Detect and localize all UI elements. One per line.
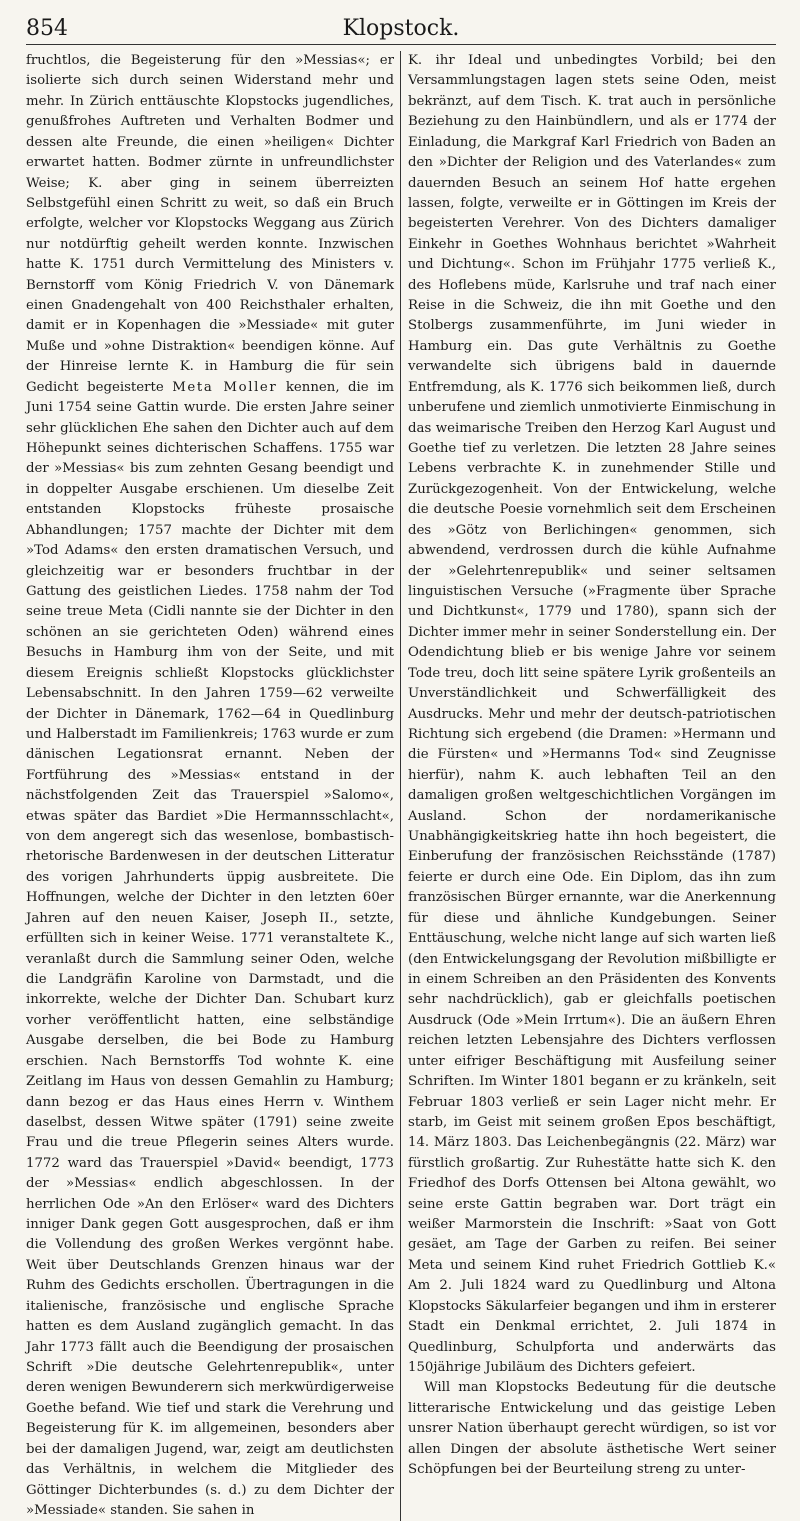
left-paragraph [26,51,394,1521]
right-paragraph-2: Will man Klopstocks Bedeutung für die deutsche litterarische Entwickelung und das geistige Leben unsrer Nation überhaupt gerecht würdigen, so ist vor allen Dingen der absolute ästhetische Wert seiner Schöpfungen bei der Beurteilung streng zu unter- [408,1380,776,1478]
running-title: Klopstock. [342,16,460,41]
left-text-start: fruchtlos, die Begeisterung für den »Messias«; er isolierte sich durch seinen Widerstand mehr und mehr. In Zürich enttäuschte Klopstocks jugendliches, genußfrohes Auftreten und Verhalten Bodmer und dessen alte Freunde, die einen »heiligen« Dichter erwartet hatten. Bodmer zürnte in unfreundlichster Weise; K. aber ging in seinem überreizten Selbstgefühl einen Schritt zu weit, so daß ein Bruch erfolgte, welcher vor Klopstocks Weggang aus Zürich nur notdürftig geheilt werden konnte. Inzwischen hatte K. 1751 durch Vermittelung des Ministers v. Bernstorff vom König Friedrich V. von Dänemark einen Gnadengehalt von 400 Reichsthaler erhalten, damit er in Kopenhagen die »Messiade« mit guter Muße und »ohne Distraktion« beendigen könne. Auf der Hinreise lernte K. in Hamburg die für sein Gedicht begeisterte [26,53,394,395]
right-paragraph-1: K. ihr Ideal und unbedingtes Vorbild; bei den Versammlungstagen lagen stets seine Oden, meist bekränzt, auf dem Tisch. K. trat auch in persönliche Beziehung zu den Hainbündlern, und als er 1774 der Einladung, die Markgraf Karl Friedrich von Baden an den »Dichter der Religion und des Vaterlandes« zum dauernden Besuch an seinem Hof hatte ergehen lassen, folgte, verweilte er in Göttingen im Kreis der begeisterten Verehrer. Von des Dichters damaliger Einkehr in Goethes Wohnhaus berichtet »Wahrheit und Dichtung«. Schon im Frühjahr 1775 verließ K., des Hoflebens müde, Karlsruhe und traf nach einer Reise in die Schweiz, die ihn mit Goethe und den Stolbergs zusammenführte, im Juni wieder in Hamburg ein. Das gute Verhältnis zu Goethe verwandelte sich übrigens bald in dauernde Entfremdung, als K. 1776 sich beikommen ließ, durch unberufene und ziemlich unmotivierte Einmischung in das weimarische Treiben den Herzog Karl August und Goethe tief zu verletzen. Die letzten 28 Jahre seines Lebens verbrachte K. in zunehmender Stille und Zurückgezogenheit. Von der Entwickelung, welche die deutsche Poesie vornehmlich seit dem Erscheinen des »Götz von Berlichingen« genommen, sich abwendend, verdrossen durch die kühle Aufnahme der »Gelehrtenrepublik« und seiner seltsamen linguistischen Versuche (»Fragmente über Sprache und Dichtkunst«, 1779 und 1780), spann sich der Dichter immer mehr in seiner Sonderstellung ein. Der Odendichtung blieb er bis wenige Jahre vor seinem Tode treu, doch litt seine spätere Lyrik großenteils an Unverständlichkeit und Schwerfälligkeit des Ausdrucks. Mehr und mehr der deutsch-patriotischen Richtung sich ergebend (die Dramen: »Hermann und die Fürsten« und »Hermanns Tod« sind Zeugnisse hierfür), nahm K. auch lebhaften Teil an den damaligen großen weltgeschichtlichen Vorgängen im Ausland. Schon der nordamerikanische Unabhängigkeitskrieg hatte ihn hoch begeistert, die Einberufung der französischen Reichsstände (1787) feierte er durch eine Ode. Ein Diplom, das ihn zum französischen Bürger ernannte, war die Anerkennung für diese und ähnliche Kundgebungen. Seiner Enttäuschung, welche nicht lange auf sich warten ließ (den Entwickelungsgang der Revolution mißbilligte er in einem Schreiben an den Präsidenten des Konvents sehr nachdrücklich), gab er gleichfalls poetischen Ausdruck (Ode »Mein Irrtum«). Die an äußern Ehren reichen letzten Lebensjahre des Dichters verflossen unter eifriger Beschäftigung mit Ausfeilung seiner Schriften. Im Winter 1801 begann er zu kränkeln, seit Februar 1803 verließ er sein Lager nicht mehr. Er starb, im Geist mit seinem großen Epos beschäftigt, 14. März 1803. Das Leichenbegängnis (22. März) war fürstlich großartig. Zur Ruhestätte hatte sich K. den Friedhof des Dorfs Ottensen bei Altona gewählt, wo seine erste Gattin begraben war. Dort trägt ein weißer Marmorstein die Inschrift: »Saat von Gott gesäet, am Tage der Garben zu reifen. Bei seiner Meta und seinem Kind ruhet Friedrich Gottlieb K.« Am 2. Juli 1824 ward zu Quedlinburg und Altona Klopstocks Säkularfeier begangen und ihm in ersterer Stadt ein Denkmal errichtet, 2. Juli 1874 in Quedlinburg, Schulpforta und anderwärts das 150jährige Jubiläum des Dichters gefeiert. [408,53,776,1375]
text-columns [26,51,776,1521]
name-meta-moller: Meta Moller [172,379,278,395]
left-text-rest: kennen, die im Juni 1754 seine Gattin wurde. Die ersten Jahre seiner sehr glücklichen Ehe sahen den Dichter auch auf dem Höhepunkt seines dichterischen Schaffens. 1755 war der »Messias« bis zum zehnten Gesang beendigt und in doppelter Ausgabe erschienen. Um dieselbe Zeit entstanden Klopstocks früheste prosaische Abhandlungen; 1757 machte der Dichter mit dem »Tod Adams« den ersten dramatischen Versuch, und gleichzeitig war er besonders fruchtbar in der Gattung des geistlichen Liedes. 1758 nahm der Tod seine treue Meta (Cidli nannte sie der Dichter in den schönen an sie gerichteten Oden) während eines Besuchs in Hamburg ihm von der Seite, und mit diesem Ereignis schließt Klopstocks glücklichster Lebensabschnitt. In den Jahren 1759—62 verweilte der Dichter in Dänemark, 1762—64 in Quedlinburg und Halberstadt im Familienkreis; 1763 wurde er zum dänischen Legationsrat ernannt. Neben der Fortführung des »Messias« entstand in der nächstfolgenden Zeit das Trauerspiel »Salomo«, etwas später das Bardiet »Die Hermannsschlacht«, von dem angeregt sich das wesenlose, bombastisch-rhetorische Bardenwesen in der deutschen Litteratur des vorigen Jahrhunderts üppig ausbreitete. Die Hoffnungen, welche der Dichter in den letzten 60er Jahren auf den neuen Kaiser, Joseph II., setzte, erfüllten sich in keiner Weise. 1771 veranstaltete K., veranlaßt durch die Sammlung seiner Oden, welche die Landgräfin Karoline von Darmstadt, und die inkorrekte, welche der Dichter Dan. Schubart kurz vorher veröffentlicht hatten, eine selbständige Ausgabe derselben, die bei Bode zu Hamburg erschien. Nach Bernstorffs Tod wohnte K. eine Zeitlang im Haus von dessen Gemahlin zu Hamburg; dann bezog er das Haus eines Herrn v. Winthem daselbst, dessen Witwe später (1791) seine zweite Frau und die treue Pflegerin seines Alters wurde. 1772 ward das Trauerspiel »David« beendigt, 1773 der »Messias« endlich abgeschlossen. In der herrlichen Ode »An den Erlöser« ward des Dichters inniger Dank gegen Gott ausgesprochen, daß er ihm die Vollendung des großen Werkes vergönnt habe. Weit über Deutschlands Grenzen hinaus war der Ruhm des Gedichts erschollen. Übertragungen in die italienische, französische und englische Sprache hatten es dem Ausland zugänglich gemacht. In das Jahr 1773 fällt auch die Beendigung der prosaischen Schrift »Die deutsche Gelehrtenrepublik«, unter deren wenigen Bewunderern sich merkwürdigerweise Goethe befand. Wie tief und stark die Verehrung und Begeisterung für K. im allgemeinen, besonders aber bei der damaligen Jugend, war, zeigt am deutlichsten das Verhältnis, in welchem die Mitglieder des Göttinger Dichterbundes (s. d.) zu dem Dichter der »Messiade« standen. Sie sahen in [26,379,395,1518]
right-column [400,51,776,1521]
page-number: 854 [26,16,68,41]
page-header [26,10,776,45]
left-column [26,51,400,1521]
